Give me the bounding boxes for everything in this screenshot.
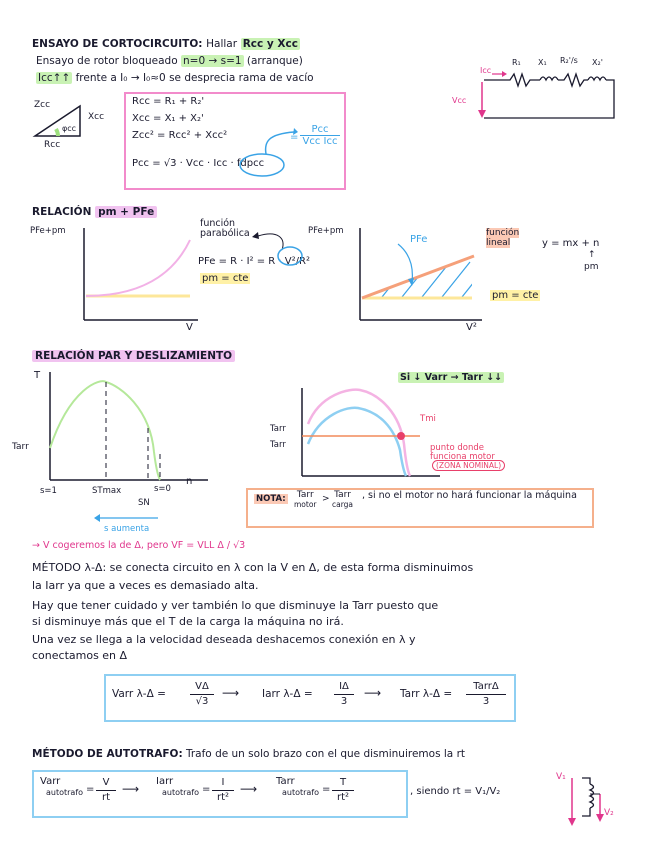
si-v-note (398, 372, 504, 383)
ed-f3-lhs: Tarr λ-Δ = (400, 688, 453, 700)
nota-tarr-motor (294, 490, 317, 510)
estrella-p2: la Iarr ya que a veces es demasiado alta. (32, 579, 259, 592)
g4-zona: (ZONA NOMINAL) (432, 460, 505, 471)
au-f3-num: T (332, 776, 354, 791)
g1-y-label: PFe+pm (30, 226, 66, 236)
note-pm-text: pm = cte (202, 273, 249, 284)
au-f1-den: rt (101, 792, 111, 803)
nota-tarr-carga (332, 490, 353, 510)
cc-eq4: Pcc = √3 · Vcc · Icc · fdpcc (132, 158, 265, 169)
g3-s1: s=1 (40, 486, 57, 496)
fdp-den: Vcc Icc (302, 136, 338, 147)
g3-y-label: T (34, 370, 41, 381)
g3-sn: SN (138, 498, 150, 508)
cc-title: ENSAYO DE CORTOCIRCUITO: (32, 38, 203, 50)
par-title-line (32, 350, 235, 362)
au-siendo: , siendo rt = V₁/V₂ (410, 786, 501, 797)
cc-title-rest: Hallar (206, 38, 238, 50)
cc-eq1: Rcc = R₁ + R₂' (132, 96, 205, 107)
fn-lineal-text: función lineal (486, 228, 520, 248)
au-v1: V₁ (556, 772, 566, 782)
circ-vcc: Vcc (452, 96, 467, 105)
au-f2-lhs-sub: autotrafo (162, 788, 200, 797)
nota-tarr-carga-1: Tarr (334, 490, 351, 500)
g3-n: n (186, 476, 193, 487)
cc-line2-text: Ensayo de rotor bloqueado (36, 55, 178, 67)
graph-parabolic (40, 222, 200, 332)
cc-eq2: Xcc = X₁ + X₂' (132, 113, 204, 124)
circ-r2: R₂'/s (560, 56, 578, 65)
au-f3-frac (332, 776, 354, 805)
ed-f1-frac (190, 680, 214, 709)
fdp-equals: = (290, 132, 299, 143)
g2-y-label: PFe+pm (308, 226, 344, 236)
au-f1-frac (96, 776, 116, 805)
cc-line2-tail: (arranque) (246, 55, 303, 67)
au-f1-lhs (40, 776, 83, 798)
circ-icc: Icc (480, 66, 492, 75)
tri-z-label: Zcc (34, 100, 51, 110)
equivalent-circuit (470, 60, 620, 130)
g1-x-label: V (186, 322, 193, 333)
tri-phi-label: φcc (62, 124, 77, 133)
g4-tmi: Tmi (420, 414, 436, 424)
pm-cte-2-text: pm = cte (492, 290, 539, 301)
auto-title: MÉTODO DE AUTOTRAFO: (32, 748, 183, 760)
estrella-p5: Una vez se llega a la velocidad deseada deshacemos conexión en λ y (32, 633, 416, 646)
rel-title-highlight: pm + PFe (95, 206, 157, 218)
cc-eq3: Zcc² = Rcc² + Xcc² (132, 130, 228, 141)
circ-r1: R₁ (512, 58, 521, 67)
au-f2-frac (212, 776, 234, 805)
estrella-p4: si disminuye más que el T de la carga la máquina no irá. (32, 615, 344, 628)
ed-f3-den: 3 (482, 696, 490, 707)
nota-tarr-motor-2: motor (294, 500, 317, 509)
ed-f1-lhs: Varr λ-Δ = (112, 688, 166, 700)
ed-f1-num: VΔ (190, 680, 214, 695)
cc-line2 (36, 55, 303, 67)
g3-stmax: STmax (92, 486, 122, 496)
fn-lineal (486, 228, 536, 248)
circ-x2: X₂' (592, 58, 603, 67)
ed-f2-num: IΔ (334, 680, 354, 695)
au-arrow-1: ⟶ (122, 782, 140, 796)
graph-torque-slip (40, 368, 220, 518)
g4-punto: punto donde funciona motor (430, 443, 495, 462)
au-eq3: = (322, 784, 331, 795)
ed-f3-frac (466, 680, 506, 709)
cc-line2-highlight: n=0 → s=1 (183, 55, 242, 67)
nota-rest: , si no el motor no hará funcionar la máquina (362, 490, 577, 501)
au-f1-num: V (96, 776, 116, 791)
ed-f1-den: √3 (195, 696, 209, 707)
lin-eq: y = mx + n (542, 238, 600, 249)
cc-line3-text: frente a I₀ → I₀≈0 se desprecia rama de vacío (75, 72, 314, 84)
au-f2-lhs-main: Iarr (156, 776, 174, 787)
g2-pfe-label: PFe (410, 234, 428, 245)
auto-title-tail: Trafo de un solo brazo con el que disminuiremos la rt (185, 748, 466, 760)
au-f1-lhs-sub: autotrafo (46, 788, 84, 797)
au-v2: V₂ (604, 808, 614, 818)
au-f1-lhs-main: Varr (40, 776, 61, 787)
note-fn-parab: función parabólica (200, 218, 250, 239)
au-f2-lhs (156, 776, 199, 798)
tri-r-label: Rcc (44, 140, 61, 150)
pm-arrow-label: pm (584, 262, 599, 272)
estrella-note: → V cogeremos la de Δ, pero VF = VLL Δ / √3 (32, 540, 246, 551)
pm-arrow-icon: ↑ (588, 250, 596, 260)
nota-tarr-motor-1: Tarr (296, 490, 314, 500)
v2-circle (276, 245, 304, 267)
ed-f2-frac (334, 680, 354, 709)
autotrafo-icon (560, 770, 620, 830)
g2-x-label: V² (466, 322, 477, 333)
au-eq1: = (86, 784, 95, 795)
circ-x1: X₁ (538, 58, 547, 67)
au-arrow-2: ⟶ (240, 782, 258, 796)
g3-s0: s=0 (154, 484, 171, 494)
estrella-p6: conectamos en Δ (32, 649, 128, 662)
note-pm (200, 273, 250, 284)
pm-cte-2 (490, 290, 540, 301)
fdp-eq (300, 124, 340, 147)
estrella-p3: Hay que tener cuidado y ver también lo que disminuye la Tarr puesto que (32, 599, 439, 612)
rel-title-line (32, 206, 157, 218)
au-f2-den: rt² (216, 792, 230, 803)
g4-tarr-a: Tarr (270, 424, 286, 434)
g4-tarr-b: Tarr (270, 440, 286, 450)
nota-tarr-carga-2: carga (332, 500, 354, 509)
g3-s-aumenta: s aumenta (104, 524, 150, 534)
au-f3-lhs (276, 776, 319, 798)
cc-line3-highlight: Icc↑↑ (38, 72, 71, 84)
au-f3-lhs-sub: autotrafo (282, 788, 320, 797)
cc-line3 (36, 72, 314, 84)
ed-arrow-2: ⟶ (364, 686, 382, 700)
tri-x-label: Xcc (88, 112, 105, 122)
au-f2-num: I (212, 776, 234, 791)
cc-title-line (32, 38, 300, 50)
au-eq2: = (202, 784, 211, 795)
note-pfe-eq: PFe = R · I² = R · V²/R² (198, 256, 310, 267)
fdp-num: Pcc (300, 124, 340, 136)
g3-tarr: Tarr (12, 442, 29, 452)
nota-label: NOTA: (256, 494, 286, 504)
ed-f3-num: TarrΔ (466, 680, 506, 695)
par-title: RELACIÓN PAR Y DESLIZAMIENTO (32, 350, 235, 362)
au-f3-lhs-main: Tarr (276, 776, 295, 787)
si-v-note-text: Si ↓ Varr → Tarr ↓↓ (400, 372, 503, 383)
estrella-p1: MÉTODO λ-Δ: se conecta circuito en λ con la V en Δ, de esta forma disminuimos (32, 561, 474, 574)
auto-title-line (32, 748, 465, 760)
ed-f2-den: 3 (340, 696, 348, 707)
ed-f2-lhs: Iarr λ-Δ = (262, 688, 313, 700)
cc-title-highlight: Rcc y Xcc (242, 38, 298, 50)
au-f3-den: rt² (336, 792, 350, 803)
ed-arrow-1: ⟶ (222, 686, 240, 700)
nota-gt: > (322, 494, 330, 504)
rel-title: RELACIÓN (32, 206, 92, 218)
